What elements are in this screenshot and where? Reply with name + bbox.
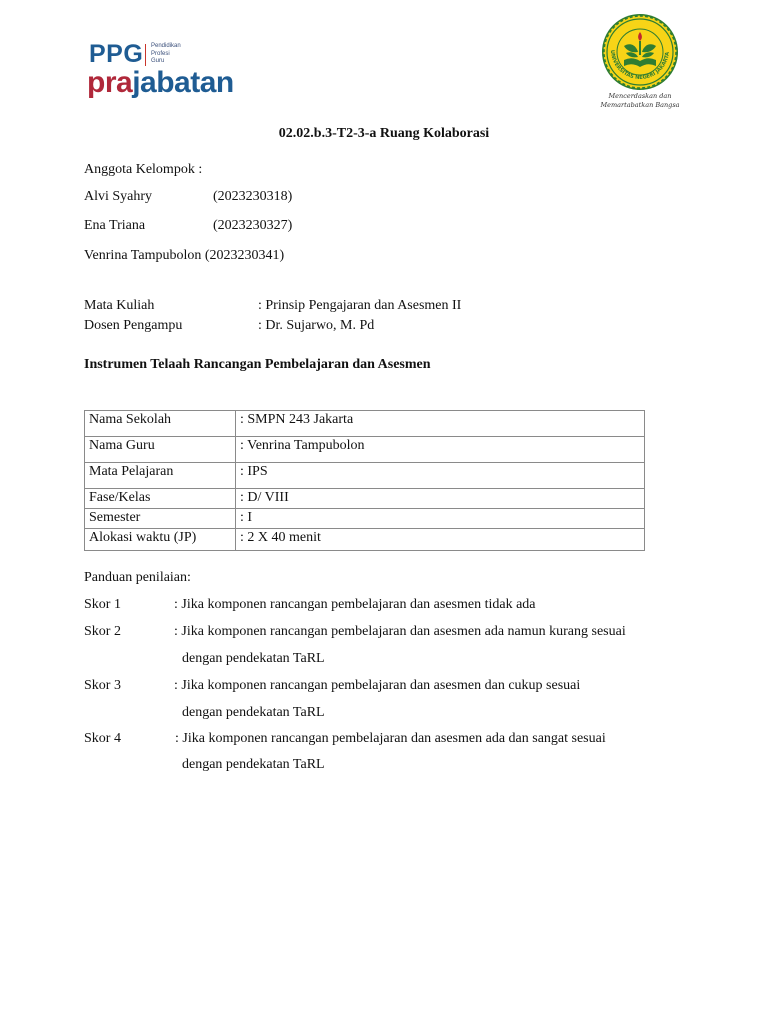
ppg-logo-text: PPG — [89, 40, 144, 68]
course-value: : Prinsip Pengajaran dan Asesmen II — [258, 298, 462, 313]
document-title: 02.02.b.3-T2-3-a Ruang Kolaborasi — [278, 126, 490, 141]
section-heading: Instrumen Telaah Rancangan Pembelajaran dan Asesmen — [84, 357, 431, 372]
table-cell-label: Alokasi waktu (JP) — [85, 529, 236, 551]
score-label-4: Skor 4 — [84, 731, 121, 746]
table-cell-value: : I — [236, 509, 645, 529]
score-label-3: Skor 3 — [84, 678, 121, 693]
table-cell-value: : Venrina Tampubolon — [236, 437, 645, 463]
table-cell-label: Semester — [85, 509, 236, 529]
seal-ring-text: UNIVERSITAS NEGERI JAKARTA — [608, 49, 671, 82]
member-name-1: Alvi Syahry — [84, 189, 153, 204]
score-cont-4: dengan pendekatan TaRL — [182, 757, 325, 772]
member-name-2: Ena Triana — [84, 218, 146, 233]
ppg-logo-wordmark: prajabatan — [87, 66, 234, 99]
members-heading: Anggota Kelompok : — [84, 162, 203, 177]
score-label-1: Skor 1 — [84, 597, 121, 612]
score-text-4: : Jika komponen rancangan pembelajaran dan asesmen ada dan sangat sesuai — [175, 731, 606, 746]
table-row — [85, 509, 645, 529]
table-row — [85, 489, 645, 509]
member-line-3: Venrina Tampubolon (2023230341) — [84, 248, 285, 263]
ppg-logo-subtitle: Pendidikan Profesi Guru — [151, 43, 181, 64]
table-row — [85, 463, 645, 489]
lecturer-value: : Dr. Sujarwo, M. Pd — [258, 318, 375, 333]
table-cell-value: : IPS — [236, 463, 645, 489]
table-cell-label: Nama Sekolah — [85, 411, 236, 437]
score-text-3: : Jika komponen rancangan pembelajaran dan asesmen dan cukup sesuai — [174, 678, 581, 693]
score-text-1: : Jika komponen rancangan pembelajaran dan asesmen tidak ada — [174, 597, 536, 612]
score-label-2: Skor 2 — [84, 624, 121, 639]
ppg-logo-divider — [145, 44, 146, 66]
table-cell-label: Mata Pelajaran — [85, 463, 236, 489]
table-row — [85, 437, 645, 463]
table-cell-value: : D/ VIII — [236, 489, 645, 509]
lecturer-label: Dosen Pengampu — [84, 318, 183, 333]
table-cell-value: : 2 X 40 menit — [236, 529, 645, 551]
table-cell-value: : SMPN 243 Jakarta — [236, 411, 645, 437]
table-cell-label: Fase/Kelas — [85, 489, 236, 509]
ppg-prajabatan-logo — [87, 40, 247, 110]
score-cont-2: dengan pendekatan TaRL — [182, 651, 325, 666]
score-text-2: : Jika komponen rancangan pembelajaran dan asesmen ada namun kurang sesuai — [174, 624, 626, 639]
unj-seal-logo — [594, 12, 686, 102]
table-row — [85, 411, 645, 437]
table-row — [85, 529, 645, 551]
table-cell-label: Nama Guru — [85, 437, 236, 463]
unj-motto: Mencerdaskan dan Memartabatkan Bangsa — [600, 92, 680, 109]
score-cont-3: dengan pendekatan TaRL — [182, 705, 325, 720]
school-info-table — [84, 410, 645, 551]
guide-heading: Panduan penilaian: — [84, 570, 191, 585]
member-id-1: (2023230318) — [213, 189, 293, 204]
course-label: Mata Kuliah — [84, 298, 155, 313]
member-id-2: (2023230327) — [213, 218, 293, 233]
